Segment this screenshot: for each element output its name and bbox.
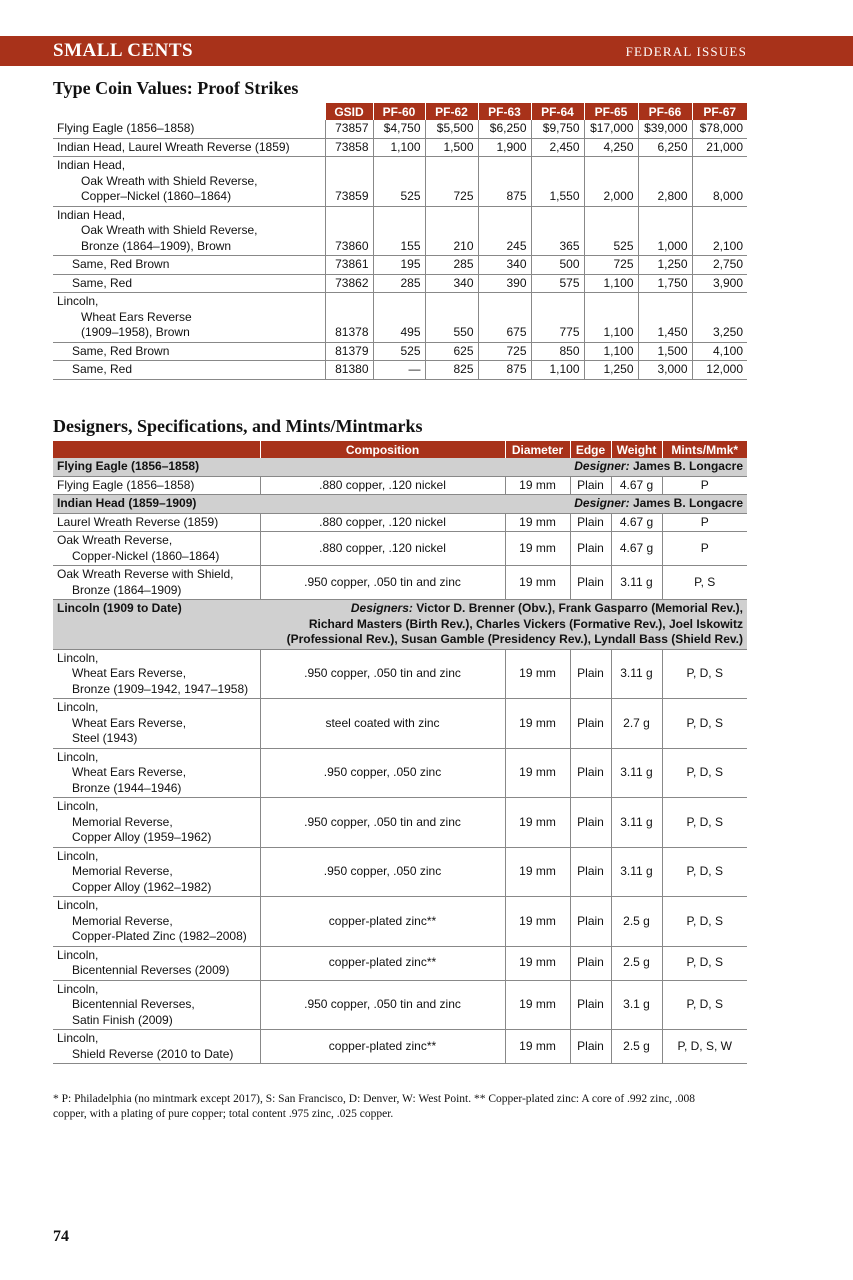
designer-names: James B. Longacre: [632, 496, 743, 510]
spec-row: [53, 699, 747, 749]
footnote-line: copper, with a plating of pure copper; total content .975 zinc, .025 copper.: [53, 1108, 394, 1120]
diameter-cell: 19 mm: [505, 980, 570, 1030]
designer-cell: [260, 458, 747, 476]
coin-variety-line: Flying Eagle (1856–1858): [57, 477, 195, 492]
value-cell: 155: [373, 206, 425, 256]
coin-type-line: Oak Wreath with Shield Reverse,: [81, 223, 258, 237]
diameter-cell: 19 mm: [505, 699, 570, 749]
designer-names: Richard Masters (Birth Rev.), Charles Vickers (Formative Rev.), Joel Iskowitz: [308, 616, 743, 631]
value-cell: 2,800: [638, 157, 692, 207]
coin-variety-label: [53, 748, 260, 798]
value-cell: —: [373, 361, 425, 380]
weight-cell: 3.11 g: [611, 649, 662, 699]
value-cell: 850: [531, 342, 584, 361]
value-cell: 285: [425, 256, 478, 275]
diameter-cell: 19 mm: [505, 532, 570, 566]
designer-names: James B. Longacre: [632, 459, 743, 473]
value-cell: 675: [478, 293, 531, 343]
proof-row: [53, 361, 747, 380]
composition-cell: .950 copper, .050 tin and zinc: [260, 649, 505, 699]
composition-cell: copper-plated zinc**: [260, 1030, 505, 1064]
coin-type-label: [53, 274, 325, 293]
designer-section-row: [53, 495, 747, 514]
diameter-cell: 19 mm: [505, 566, 570, 600]
edge-cell: Plain: [570, 699, 611, 749]
value-cell: 1,550: [531, 157, 584, 207]
proof-row: [53, 342, 747, 361]
coin-variety-line: Lincoln,: [57, 650, 99, 665]
value-cell: 3,900: [692, 274, 747, 293]
proof-col-header: PF-66: [638, 103, 692, 120]
value-cell: 1,100: [584, 274, 638, 293]
designer-cell: [260, 495, 747, 514]
value-cell: $6,250: [478, 120, 531, 138]
coin-type-label: [53, 342, 325, 361]
mints-cell: P, D, S: [662, 798, 747, 848]
edge-cell: Plain: [570, 748, 611, 798]
designer-names: (Professional Rev.), Susan Gamble (Presidency Rev.), Lyndall Bass (Shield Rev.): [286, 632, 743, 646]
edge-cell: Plain: [570, 513, 611, 532]
footnote: [53, 1092, 753, 1122]
weight-cell: 4.67 g: [611, 532, 662, 566]
weight-cell: 2.5 g: [611, 946, 662, 980]
section-name: Indian Head (1859–1909): [53, 495, 260, 514]
gsid-cell: 81380: [325, 361, 373, 380]
weight-cell: 4.67 g: [611, 476, 662, 495]
weight-cell: 3.11 g: [611, 748, 662, 798]
value-cell: $39,000: [638, 120, 692, 138]
coin-type-line: Same, Red Brown: [72, 343, 170, 358]
value-cell: 3,250: [692, 293, 747, 343]
coin-variety-line: Oak Wreath Reverse with Shield,: [57, 567, 234, 581]
gsid-cell: 81379: [325, 342, 373, 361]
coin-variety-line: Bicentennial Reverses,: [72, 997, 195, 1011]
coin-variety-line: Lincoln,: [57, 947, 99, 962]
coin-type-label: [53, 256, 325, 275]
designer-line: [264, 632, 743, 648]
proof-col-header: GSID: [325, 103, 373, 120]
proof-col-header: PF-63: [478, 103, 531, 120]
coin-variety-line: Bronze (1944–1946): [72, 780, 182, 795]
coin-variety-label: [53, 476, 260, 495]
coin-type-line: Copper–Nickel (1860–1864): [81, 189, 232, 203]
spec-row: [53, 566, 747, 600]
weight-cell: 2.7 g: [611, 699, 662, 749]
coin-type-line: Same, Red: [72, 362, 133, 376]
weight-cell: 3.11 g: [611, 798, 662, 848]
value-cell: 2,000: [584, 157, 638, 207]
composition-cell: .950 copper, .050 zinc: [260, 748, 505, 798]
proof-row: [53, 157, 747, 207]
value-cell: 495: [373, 293, 425, 343]
proof-table-title: Type Coin Values: Proof Strikes: [53, 78, 299, 98]
proof-values-table: [53, 103, 747, 380]
coin-variety-line: Wheat Ears Reverse,: [72, 715, 187, 730]
designer-cell: [260, 600, 747, 650]
value-cell: 4,250: [584, 138, 638, 157]
value-cell: 525: [373, 342, 425, 361]
coin-variety-line: Laurel Wreath Reverse (1859): [57, 514, 219, 529]
value-cell: 525: [373, 157, 425, 207]
diameter-cell: 19 mm: [505, 798, 570, 848]
composition-cell: copper-plated zinc**: [260, 946, 505, 980]
spec-row: [53, 980, 747, 1030]
value-cell: 210: [425, 206, 478, 256]
designer-section-row: [53, 458, 747, 476]
coin-type-line: Indian Head, Laurel Wreath Reverse (1859): [57, 139, 290, 154]
coin-variety-label: [53, 699, 260, 749]
coin-type-line: Bronze (1864–1909), Brown: [81, 238, 232, 253]
coin-variety-line: Lincoln,: [57, 848, 99, 863]
spec-row: [53, 532, 747, 566]
weight-cell: 2.5 g: [611, 897, 662, 947]
gsid-cell: 73860: [325, 206, 373, 256]
value-cell: 625: [425, 342, 478, 361]
spec-row: [53, 476, 747, 495]
mints-cell: P: [662, 476, 747, 495]
specs-table: [53, 441, 747, 1064]
coin-type-line: Indian Head,: [57, 207, 126, 222]
coin-type-line: Wheat Ears Reverse: [81, 309, 192, 324]
coin-variety-line: Memorial Reverse,: [72, 864, 173, 878]
mints-cell: P, S: [662, 566, 747, 600]
value-cell: 1,100: [531, 361, 584, 380]
composition-cell: .950 copper, .050 tin and zinc: [260, 980, 505, 1030]
coin-type-line: (1909–1958), Brown: [81, 325, 190, 339]
specs-col-header: Edge: [570, 441, 611, 458]
value-cell: 775: [531, 293, 584, 343]
mints-cell: P, D, S: [662, 748, 747, 798]
coin-variety-label: [53, 1030, 260, 1064]
composition-cell: .880 copper, .120 nickel: [260, 476, 505, 495]
composition-cell: .950 copper, .050 tin and zinc: [260, 798, 505, 848]
spec-row: [53, 946, 747, 980]
composition-cell: copper-plated zinc**: [260, 897, 505, 947]
value-cell: 525: [584, 206, 638, 256]
value-cell: 725: [584, 256, 638, 275]
coin-variety-label: [53, 649, 260, 699]
value-cell: 1,250: [638, 256, 692, 275]
value-cell: 575: [531, 274, 584, 293]
edge-cell: Plain: [570, 532, 611, 566]
gsid-cell: 73862: [325, 274, 373, 293]
designer-section-row: [53, 600, 747, 650]
diameter-cell: 19 mm: [505, 748, 570, 798]
proof-col-header: PF-64: [531, 103, 584, 120]
coin-variety-line: Lincoln,: [57, 898, 99, 912]
proof-header-blank: [53, 103, 325, 120]
value-cell: $4,750: [373, 120, 425, 138]
value-cell: 2,100: [692, 206, 747, 256]
coin-variety-label: [53, 847, 260, 897]
coin-variety-line: Lincoln,: [57, 799, 99, 813]
designer-line: [264, 617, 743, 633]
specs-col-header: Weight: [611, 441, 662, 458]
coin-variety-line: Copper Alloy (1962–1982): [72, 879, 212, 894]
designer-line: [264, 459, 743, 475]
designer-names: Victor D. Brenner (Obv.), Frank Gasparro (Memorial Rev.),: [416, 601, 743, 615]
value-cell: $78,000: [692, 120, 747, 138]
coin-variety-line: Lincoln,: [57, 700, 99, 714]
composition-cell: .880 copper, .120 nickel: [260, 532, 505, 566]
coin-type-label: [53, 120, 325, 138]
mints-cell: P, D, S: [662, 897, 747, 947]
spec-row: [53, 649, 747, 699]
spec-row: [53, 798, 747, 848]
proof-row: [53, 138, 747, 157]
coin-variety-line: Lincoln,: [57, 749, 99, 764]
proof-col-header: PF-65: [584, 103, 638, 120]
coin-variety-label: [53, 566, 260, 600]
value-cell: 365: [531, 206, 584, 256]
coin-variety-line: Satin Finish (2009): [72, 1012, 173, 1027]
value-cell: 1,250: [584, 361, 638, 380]
value-cell: 1,500: [638, 342, 692, 361]
diameter-cell: 19 mm: [505, 513, 570, 532]
value-cell: 2,750: [692, 256, 747, 275]
coin-variety-label: [53, 980, 260, 1030]
coin-variety-label: [53, 798, 260, 848]
specs-col-header: Mints/Mmk*: [662, 441, 747, 458]
page-header-banner: [0, 36, 853, 66]
value-cell: $17,000: [584, 120, 638, 138]
weight-cell: 3.11 g: [611, 566, 662, 600]
spec-row: [53, 1030, 747, 1064]
value-cell: 1,450: [638, 293, 692, 343]
edge-cell: Plain: [570, 566, 611, 600]
coin-type-label: [53, 293, 325, 343]
coin-variety-label: [53, 897, 260, 947]
diameter-cell: 19 mm: [505, 649, 570, 699]
value-cell: $9,750: [531, 120, 584, 138]
weight-cell: 2.5 g: [611, 1030, 662, 1064]
diameter-cell: 19 mm: [505, 476, 570, 495]
value-cell: 725: [478, 342, 531, 361]
coin-type-line: Same, Red Brown: [72, 257, 170, 271]
proof-col-header: PF-62: [425, 103, 478, 120]
value-cell: 1,100: [373, 138, 425, 157]
proof-header-row: [53, 103, 747, 120]
value-cell: 340: [478, 256, 531, 275]
specs-col-header: Diameter: [505, 441, 570, 458]
value-cell: 3,000: [638, 361, 692, 380]
value-cell: 6,250: [638, 138, 692, 157]
composition-cell: .880 copper, .120 nickel: [260, 513, 505, 532]
value-cell: $5,500: [425, 120, 478, 138]
coin-type-label: [53, 157, 325, 207]
weight-cell: 3.1 g: [611, 980, 662, 1030]
footnote-line: * P: Philadelphia (no mintmark except 2017), S: San Francisco, D: Denver, W: West Point. ** Copper-plated zinc: A core of .992 zinc, .008: [53, 1093, 696, 1105]
gsid-cell: 73857: [325, 120, 373, 138]
specs-table-title: Designers, Specifications, and Mints/Mintmarks: [53, 416, 423, 436]
weight-cell: 4.67 g: [611, 513, 662, 532]
value-cell: 1,000: [638, 206, 692, 256]
value-cell: 725: [425, 157, 478, 207]
composition-cell: .950 copper, .050 zinc: [260, 847, 505, 897]
coin-type-line: Lincoln,: [57, 294, 99, 308]
gsid-cell: 73858: [325, 138, 373, 157]
edge-cell: Plain: [570, 946, 611, 980]
value-cell: 4,100: [692, 342, 747, 361]
section-name: Flying Eagle (1856–1858): [53, 458, 260, 476]
section-title: SMALL CENTS: [53, 40, 194, 61]
mints-cell: P: [662, 532, 747, 566]
coin-variety-label: [53, 513, 260, 532]
designer-label: Designers:: [350, 601, 413, 615]
value-cell: 8,000: [692, 157, 747, 207]
specs-col-header: Composition: [260, 441, 505, 458]
proof-row: [53, 274, 747, 293]
proof-row: [53, 256, 747, 275]
coin-type-label: [53, 361, 325, 380]
edge-cell: Plain: [570, 980, 611, 1030]
spec-row: [53, 847, 747, 897]
proof-row: [53, 120, 747, 138]
value-cell: 875: [478, 157, 531, 207]
coin-variety-line: Copper-Plated Zinc (1982–2008): [72, 929, 247, 943]
designer-label: Designer:: [574, 459, 630, 473]
spec-row: [53, 748, 747, 798]
gsid-cell: 73859: [325, 157, 373, 207]
coin-variety-label: [53, 946, 260, 980]
mints-cell: P: [662, 513, 747, 532]
designer-line: [264, 601, 743, 617]
proof-col-header: PF-60: [373, 103, 425, 120]
coin-variety-label: [53, 532, 260, 566]
coin-variety-line: Shield Reverse (2010 to Date): [72, 1046, 234, 1061]
coin-variety-line: Bronze (1909–1942, 1947–1958): [72, 681, 249, 696]
coin-variety-line: Bicentennial Reverses (2009): [72, 963, 230, 977]
composition-cell: .950 copper, .050 tin and zinc: [260, 566, 505, 600]
value-cell: 825: [425, 361, 478, 380]
value-cell: 1,100: [584, 342, 638, 361]
value-cell: 245: [478, 206, 531, 256]
value-cell: 1,100: [584, 293, 638, 343]
mints-cell: P, D, S: [662, 847, 747, 897]
edge-cell: Plain: [570, 798, 611, 848]
coin-type-line: Oak Wreath with Shield Reverse,: [81, 173, 258, 188]
coin-type-line: Flying Eagle (1856–1858): [57, 121, 195, 135]
proof-row: [53, 206, 747, 256]
value-cell: 500: [531, 256, 584, 275]
coin-variety-line: Bronze (1864–1909): [72, 582, 182, 597]
gsid-cell: 73861: [325, 256, 373, 275]
composition-cell: steel coated with zinc: [260, 699, 505, 749]
designer-label: Designer:: [574, 496, 630, 510]
coin-variety-line: Oak Wreath Reverse,: [57, 533, 173, 547]
diameter-cell: 19 mm: [505, 946, 570, 980]
value-cell: 285: [373, 274, 425, 293]
mints-cell: P, D, S, W: [662, 1030, 747, 1064]
section-name: Lincoln (1909 to Date): [53, 600, 260, 650]
mints-cell: P, D, S: [662, 649, 747, 699]
edge-cell: Plain: [570, 897, 611, 947]
proof-row: [53, 293, 747, 343]
spec-row: [53, 513, 747, 532]
coin-variety-line: Wheat Ears Reverse,: [72, 666, 187, 680]
edge-cell: Plain: [570, 649, 611, 699]
value-cell: 340: [425, 274, 478, 293]
value-cell: 21,000: [692, 138, 747, 157]
coin-variety-line: Lincoln,: [57, 981, 99, 996]
diameter-cell: 19 mm: [505, 847, 570, 897]
coin-variety-line: Steel (1943): [72, 731, 138, 745]
specs-col-header: [53, 441, 260, 458]
value-cell: 195: [373, 256, 425, 275]
value-cell: 390: [478, 274, 531, 293]
gsid-cell: 81378: [325, 293, 373, 343]
value-cell: 2,450: [531, 138, 584, 157]
category-label: FEDERAL ISSUES: [625, 44, 747, 59]
value-cell: 12,000: [692, 361, 747, 380]
coin-type-line: Indian Head,: [57, 158, 126, 172]
diameter-cell: 19 mm: [505, 1030, 570, 1064]
edge-cell: Plain: [570, 847, 611, 897]
value-cell: 1,900: [478, 138, 531, 157]
coin-variety-line: Memorial Reverse,: [72, 814, 173, 829]
coin-type-line: Same, Red: [72, 275, 133, 290]
coin-variety-line: Memorial Reverse,: [72, 913, 173, 928]
diameter-cell: 19 mm: [505, 897, 570, 947]
value-cell: 1,500: [425, 138, 478, 157]
weight-cell: 3.11 g: [611, 847, 662, 897]
mints-cell: P, D, S: [662, 699, 747, 749]
coin-variety-line: Lincoln,: [57, 1031, 99, 1045]
edge-cell: Plain: [570, 1030, 611, 1064]
proof-col-header: PF-67: [692, 103, 747, 120]
mints-cell: P, D, S: [662, 946, 747, 980]
coin-variety-line: Wheat Ears Reverse,: [72, 765, 187, 779]
coin-variety-line: Copper-Nickel (1860–1864): [72, 548, 220, 563]
designer-line: [264, 496, 743, 512]
value-cell: 1,750: [638, 274, 692, 293]
coin-type-label: [53, 206, 325, 256]
specs-header-row: [53, 441, 747, 458]
mints-cell: P, D, S: [662, 980, 747, 1030]
coin-type-label: [53, 138, 325, 157]
edge-cell: Plain: [570, 476, 611, 495]
value-cell: 550: [425, 293, 478, 343]
page-number: 74: [53, 1228, 69, 1245]
value-cell: 875: [478, 361, 531, 380]
spec-row: [53, 897, 747, 947]
coin-variety-line: Copper Alloy (1959–1962): [72, 830, 212, 844]
